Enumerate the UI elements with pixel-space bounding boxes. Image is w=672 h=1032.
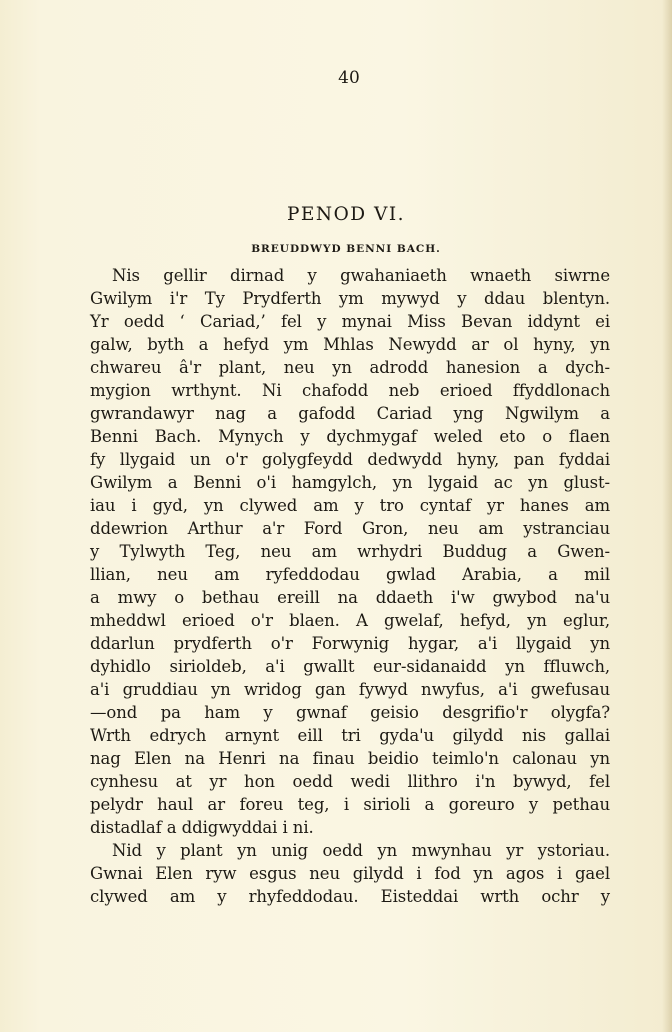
text-line: y Tylwyth Teg, neu am wrhydri Buddug a Gwen- <box>90 542 610 561</box>
text-line: mheddwl erioed o'r blaen. A gwelaf, hefyd, yn eglur, <box>90 611 610 630</box>
text-line: Gwilym a Benni o'i hamgylch, yn lygaid ac yn glust- <box>90 473 610 492</box>
text-line: dyhidlo sirioldeb, a'i gwallt eur-sidanaidd yn ffluwch, <box>90 657 610 676</box>
text-line: a mwy o bethau ereill na ddaeth i'w gwybod na'u <box>90 588 610 607</box>
text-line: cynhesu at yr hon oedd wedi llithro i'n bywyd, fel <box>90 772 610 791</box>
text-line: pelydr haul ar foreu teg, i sirioli a goreuro y pethau <box>90 795 610 814</box>
text-line: nag Elen na Henri na finau beidio teimlo'n calonau yn <box>90 749 610 768</box>
body-text <box>90 264 610 908</box>
text-line: mygion wrthynt. Ni chafodd neb erioed ffyddlonach <box>90 381 610 400</box>
text-line: —ond pa ham y gwnaf geisio desgrifio'r olygfa? <box>90 703 610 722</box>
text-line: gwrandawyr nag a gafodd Cariad yng Ngwilym a <box>90 404 610 423</box>
chapter-title: PENOD VI. <box>286 204 406 225</box>
text-line: llian, neu am ryfeddodau gwlad Arabia, a mil <box>90 565 610 584</box>
text-line: galw, byth a hefyd ym Mhlas Newydd ar ol hyny, yn <box>90 335 610 354</box>
text-line: Yr oedd ‘ Cariad,’ fel y mynai Miss Bevan iddynt ei <box>90 312 610 331</box>
page-number: 40 <box>338 68 360 88</box>
text-line: Nid y plant yn unig oedd yn mwynhau yr ystoriau. <box>112 841 610 860</box>
chapter-subtitle: BREUDDWYD BENNI BACH. <box>251 243 441 255</box>
text-line: distadlaf a ddigwyddai i ni. <box>90 818 314 837</box>
text-line: Nis gellir dirnad y gwahaniaeth wnaeth siwrne <box>112 266 610 285</box>
text-line: Gwilym i'r Ty Prydferth ym mywyd y ddau blentyn. <box>90 289 610 308</box>
text-line: a'i gruddiau yn wridog gan fywyd nwyfus, a'i gwefusau <box>90 680 610 699</box>
page-edge-shadow <box>662 0 672 1032</box>
text-line: ddewrion Arthur a'r Ford Gron, neu am ystranciau <box>90 519 610 538</box>
text-line: Benni Bach. Mynych y dychmygaf weled eto o flaen <box>90 427 610 446</box>
text-line: ddarlun prydferth o'r Forwynig hygar, a'i llygaid yn <box>90 634 610 653</box>
text-line: iau i gyd, yn clywed am y tro cyntaf yr hanes am <box>90 496 610 515</box>
text-line: fy llygaid un o'r golygfeydd dedwydd hyny, pan fyddai <box>90 450 610 469</box>
text-line: chwareu â'r plant, neu yn adrodd hanesion a dych- <box>90 358 610 377</box>
text-line: clywed am y rhyfeddodau. Eisteddai wrth ochr y <box>90 887 610 906</box>
text-line: Wrth edrych arnynt eill tri gyda'u gilydd nis gallai <box>90 726 610 745</box>
text-line: Gwnai Elen ryw esgus neu gilydd i fod yn agos i gael <box>90 864 610 883</box>
